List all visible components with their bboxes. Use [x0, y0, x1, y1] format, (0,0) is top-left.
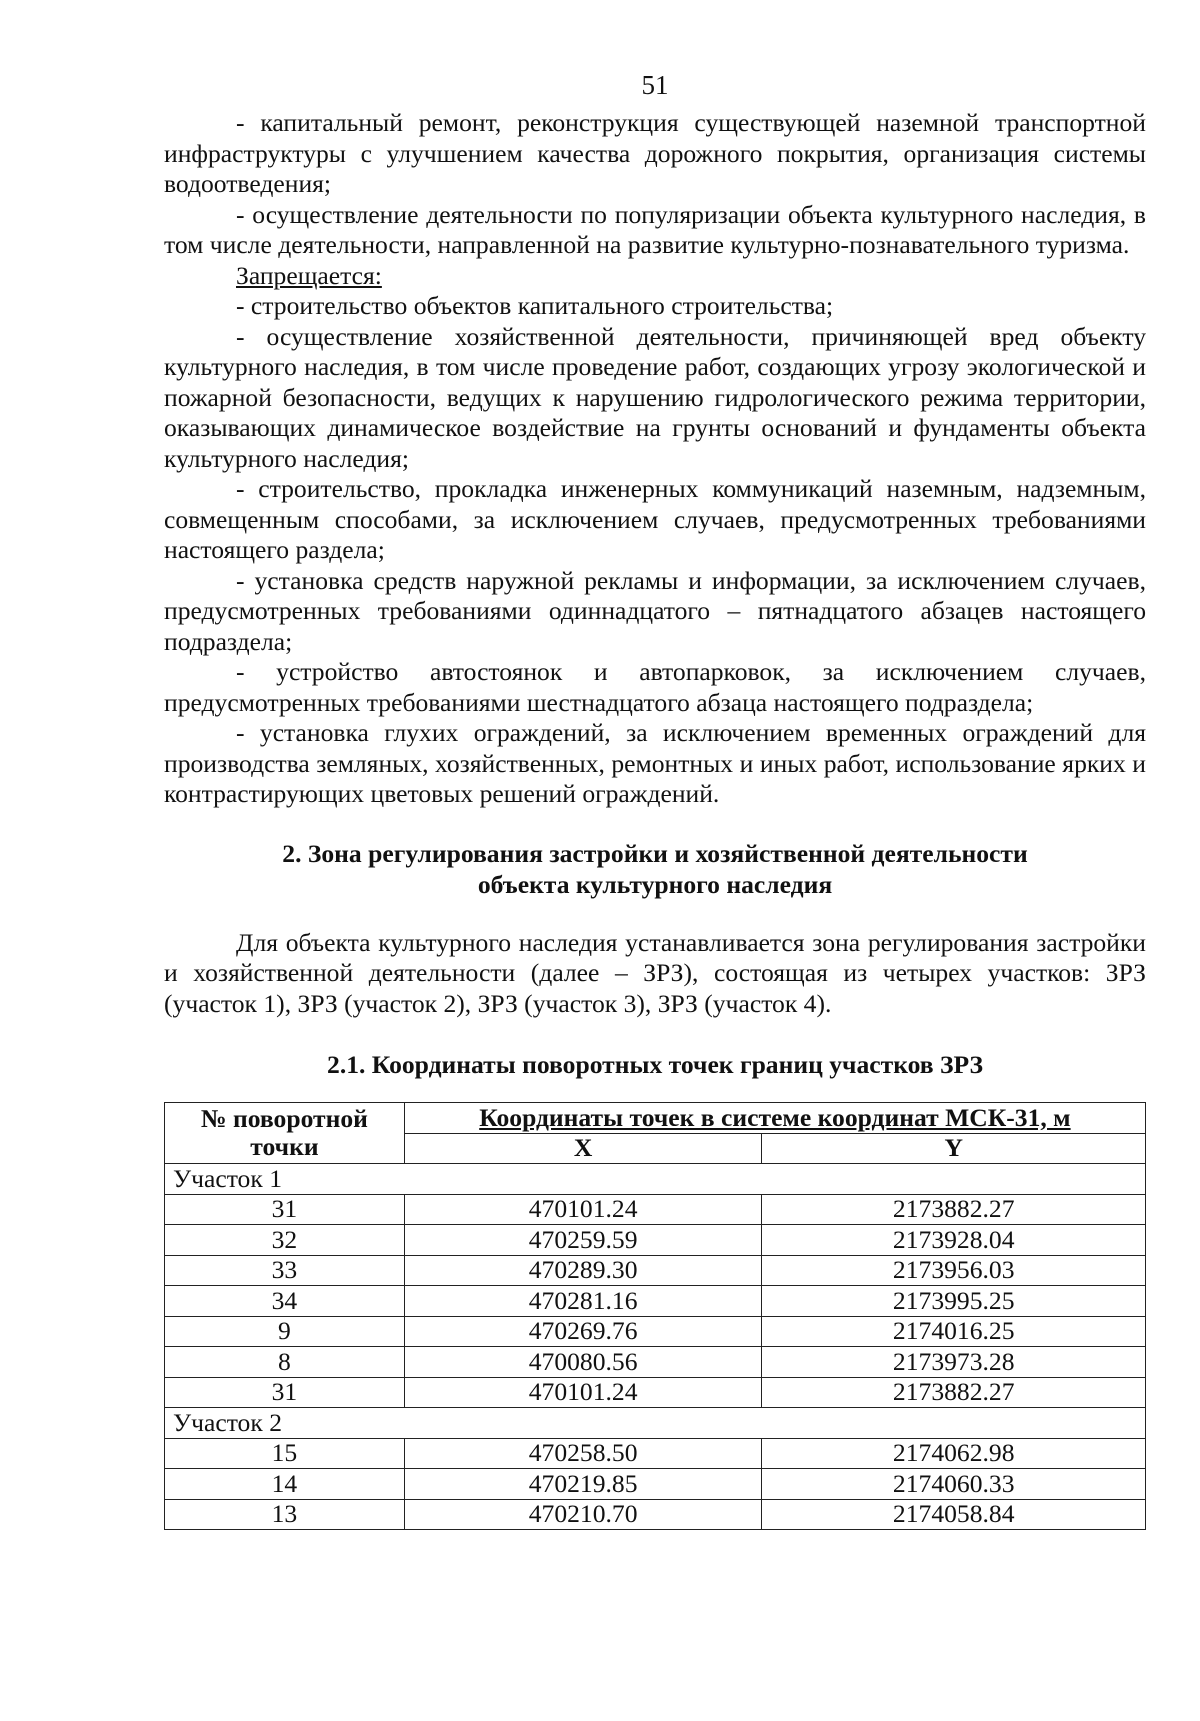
table-row: [165, 1499, 1146, 1530]
y-cell: 2174058.84: [762, 1499, 1146, 1530]
x-cell: 470080.56: [404, 1347, 762, 1378]
table-row: [165, 1286, 1146, 1317]
table-row: [165, 1469, 1146, 1500]
x-cell: 470269.76: [404, 1316, 762, 1347]
table-row: [165, 1438, 1146, 1469]
point-cell: 14: [165, 1469, 405, 1500]
prohibited-item: - строительство, прокладка инженерных коммуникаций наземным, надземным, совмещенным способами, за исключением случаев, предусмотренных требованиями настоящего раздела;: [164, 474, 1146, 564]
section-title-line-1: 2. Зона регулирования застройки и хозяйственной деятельности: [282, 838, 1028, 868]
table-title: 2.1. Координаты поворотных точек границ участков ЗРЗ: [327, 1050, 983, 1079]
group-label: Участок 1: [165, 1164, 1146, 1195]
point-cell: 34: [165, 1286, 405, 1317]
prohibited-item: - устройство автостоянок и автопарковок, за исключением случаев, предусмотренных требованиями шестнадцатого абзаца настоящего подраздела;: [164, 657, 1146, 717]
point-cell: 32: [165, 1225, 405, 1256]
table-row: [165, 1377, 1146, 1408]
page-number: 51: [641, 70, 669, 100]
x-cell: 470289.30: [404, 1255, 762, 1286]
prohibited-item: - строительство объектов капитального строительства;: [236, 291, 834, 320]
x-cell: 470258.50: [404, 1438, 762, 1469]
point-number-header-line-2: точки: [250, 1132, 319, 1161]
table-row: [165, 1194, 1146, 1225]
table-row: [165, 1225, 1146, 1256]
y-cell: 2174060.33: [762, 1469, 1146, 1500]
y-cell: 2174062.98: [762, 1438, 1146, 1469]
x-header: X: [404, 1133, 762, 1164]
point-cell: 13: [165, 1499, 405, 1530]
paragraph-popularization: - осуществление деятельности по популяризации объекта культурного наследия, в том числе деятельности, направленной на развитие культурно-познавательного туризма.: [164, 199, 1146, 259]
point-cell: 33: [165, 1255, 405, 1286]
y-cell: 2173973.28: [762, 1347, 1146, 1378]
point-cell: 31: [165, 1377, 405, 1408]
section-title-line-2: объекта культурного наследия: [477, 869, 833, 899]
y-cell: 2173928.04: [762, 1225, 1146, 1256]
point-cell: 8: [165, 1347, 405, 1378]
group-label: Участок 2: [165, 1408, 1146, 1439]
y-cell: 2173956.03: [762, 1255, 1146, 1286]
point-cell: 9: [165, 1316, 405, 1347]
prohibited-item: - установка средств наружной рекламы и информации, за исключением случаев, предусмотренных требованиями одиннадцатого – пятнадцатого абзацев настоящего подраздела;: [164, 565, 1146, 656]
group-row: [165, 1164, 1146, 1195]
prohibited-item: - установка глухих ограждений, за исключением временных ограждений для производства земляных, хозяйственных, ремонтных и иных работ, использование ярких и контрастирующих цветовых решений ограждений.: [164, 718, 1146, 808]
y-cell: 2173995.25: [762, 1286, 1146, 1317]
x-cell: 470210.70: [404, 1499, 762, 1530]
point-cell: 31: [165, 1194, 405, 1225]
x-cell: 470101.24: [404, 1194, 762, 1225]
table-row: [165, 1316, 1146, 1347]
section-title: [164, 838, 1146, 900]
y-cell: 2173882.27: [762, 1194, 1146, 1225]
y-cell: 2174016.25: [762, 1316, 1146, 1347]
point-number-header: [165, 1103, 405, 1164]
x-cell: 470219.85: [404, 1469, 762, 1500]
x-cell: 470259.59: [404, 1225, 762, 1256]
y-cell: 2173882.27: [762, 1377, 1146, 1408]
x-cell: 470101.24: [404, 1377, 762, 1408]
document-page: [164, 70, 1146, 1530]
prohibited-heading-text: Запрещается:: [236, 260, 382, 290]
prohibited-item: - осуществление хозяйственной деятельности, причиняющей вред объекту культурного наследия, в том числе проведение работ, создающих угрозу экологической и пожарной безопасности, ведущих к нарушению гидрологического режима территории, оказывающих динамическое воздействие на грунты оснований и фундаменты объекта культурного наследия;: [164, 321, 1146, 473]
table-header-row: [165, 1103, 1146, 1134]
x-cell: 470281.16: [404, 1286, 762, 1317]
group-row: [165, 1408, 1146, 1439]
section-paragraph: Для объекта культурного наследия устанавливается зона регулирования застройки и хозяйственной деятельности (далее – ЗРЗ), состоящая из четырех участков: ЗРЗ (участок 1), ЗРЗ (участок 2), ЗРЗ (участок 3), ЗРЗ (участок 4).: [164, 927, 1146, 1018]
point-number-header-line-1: № поворотной: [200, 1104, 368, 1133]
prohibited-heading: [164, 261, 1146, 292]
table-row: [165, 1347, 1146, 1378]
coordinates-header: Координаты точек в системе координат МСК-31, м: [404, 1103, 1145, 1134]
y-header: Y: [762, 1133, 1146, 1164]
paragraph-capital-repair: - капитальный ремонт, реконструкция существующей наземной транспортной инфраструктуры с улучшением качества дорожного покрытия, организация системы водоотведения;: [164, 108, 1146, 198]
point-cell: 15: [165, 1438, 405, 1469]
coordinates-table: [164, 1102, 1146, 1530]
table-row: [165, 1255, 1146, 1286]
